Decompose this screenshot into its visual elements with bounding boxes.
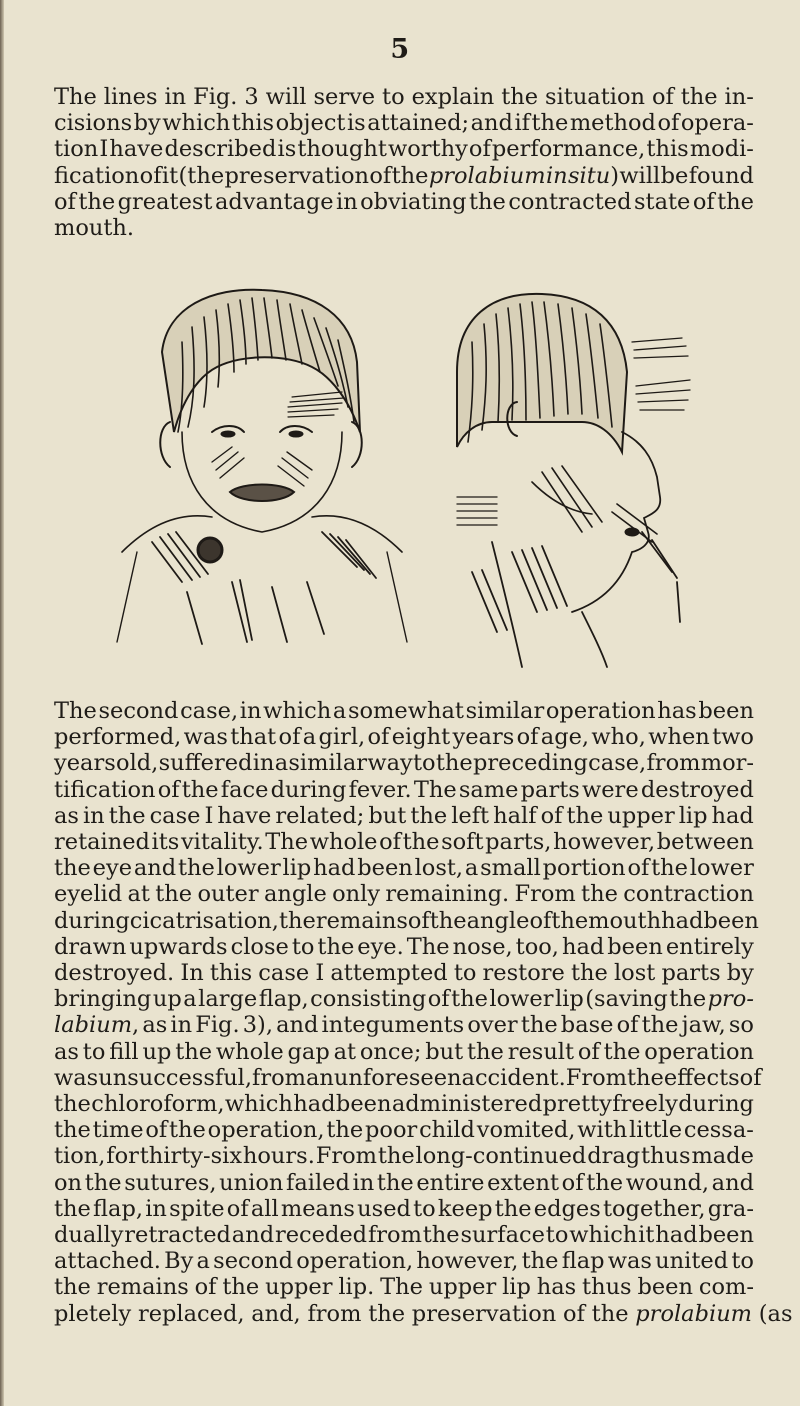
figure-engraving [112,282,692,670]
text-line: pletely replaced, and, from the preservation of the prolabium (as [54,1300,793,1327]
text-line: destroyed. In this case I attempted to restore the lost parts by [54,960,754,987]
text-line: tification of the face during fever. The same parts were destroyed [54,776,754,803]
text-line: The second case, in which a somewhat similar operation has been [54,698,754,724]
text-line: labium, as in Fig. 3), and integuments over the base of the jaw, so [54,1012,754,1039]
text-line: the chloroform, which had been administered pretty freely during [54,1091,754,1118]
text-line: fication of it (the preservation of the prolabium in situ) will be found [54,162,754,189]
engraved-face-front-view-icon [117,290,407,644]
text-line: during cicatrisation, the remains of the angle of the mouth had been [54,907,759,934]
paragraph-2 [54,698,793,1327]
text-line: tion I have described is thought worthy of performance, this modi- [54,136,754,163]
engraved-face-profile-view-icon [457,294,690,667]
text-line: bringing up a large flap, consisting of the lower lip (saving the pro- [54,986,754,1013]
text-line: drawn upwards close to the eye. The nose, too, had been entirely [54,933,754,960]
text-line: tion, for thirty-six hours. From the long-continued drag thus made [54,1143,754,1170]
text-line: eyelid at the outer angle only remaining. From the contraction [54,881,754,908]
text-line: years old, suffered in a similar way to the preceding case, from mor- [54,750,754,777]
page-number: 5 [390,34,410,65]
text-line: the flap, in spite of all means used to keep the edges together, gra- [54,1195,754,1222]
text-line: performed, was that of a girl, of eight years of age, who, when two [54,724,754,751]
text-line: The lines in Fig. 3 will serve to explain the situation of the in- [54,84,754,110]
text-line: retained its vitality. The whole of the soft parts, however, between [54,829,754,856]
text-line: the eye and the lower lip had been lost, a small portion of the lower [54,855,754,882]
text-line: cisions by which this object is attained; and if the method of opera- [54,110,754,137]
text-line: of the greatest advantage in obviating the contracted state of the [54,188,754,215]
text-line: as in the case I have related; but the left half of the upper lip had [54,802,754,829]
text-line: as to fill up the whole gap at once; but the result of the operation [54,1038,754,1065]
text-line: was unsuccessful, from an unforeseen accident. From the effects of [54,1064,762,1091]
text-line: mouth. [54,215,135,242]
text-line: on the sutures, union failed in the entire extent of the wound, and [54,1169,754,1196]
text-line: dually retracted and receded from the surface to which it had been [54,1222,754,1249]
text-line: attached. By a second operation, however, the flap was united to [54,1248,754,1275]
figure-svg [112,282,692,670]
text-line: the remains of the upper lip. The upper lip has thus been com- [54,1274,754,1301]
text-line: the time of the operation, the poor child vomited, with little cessa- [54,1117,754,1144]
page-edge [0,0,4,1406]
paragraph-1 [54,84,754,241]
